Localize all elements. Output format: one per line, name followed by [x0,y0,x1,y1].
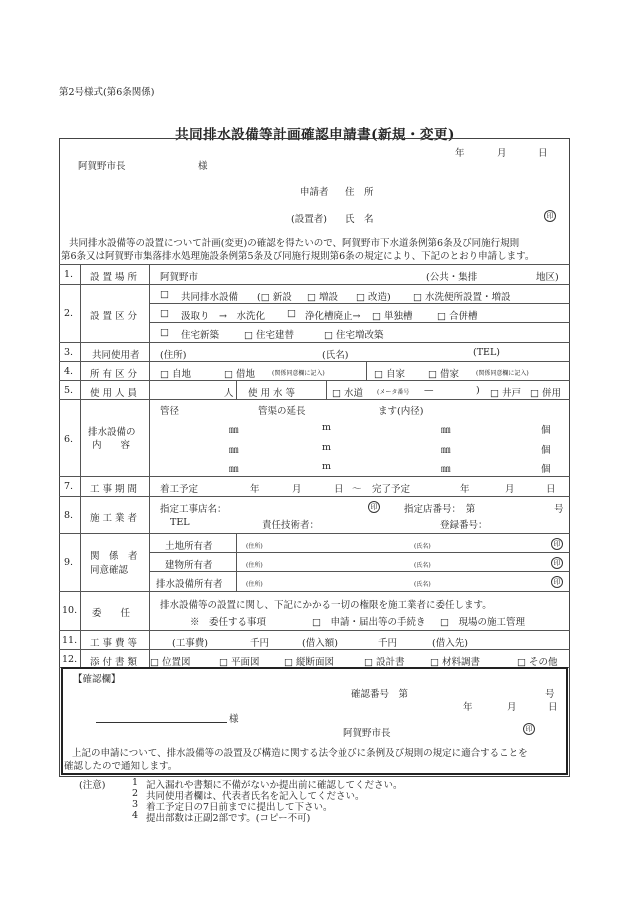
drain-owner-address: (住所) [246,581,263,588]
water-supply: □ 水道 [332,388,363,399]
water-label: 使用水等 [248,388,299,399]
confirmation-number: 確認番号 第 [351,689,409,700]
rent-house: □ 借家 [428,369,459,380]
col-length: 管渠の延長 [258,406,306,417]
own-house: □ 自家 [374,369,405,380]
attach-other: □ その他 [517,657,558,668]
intro-line-2: 第6条又は阿賀野市集落排水処理施設条例第5条及び同施行規則第6条の規定により、下記のとおり申請します。 [61,251,535,262]
lender-label: (借入先) [432,638,468,649]
unit-mm: ㎜ [441,464,451,475]
own-land: □ 自地 [160,369,191,380]
division-line1-c: □ 増設 [307,292,338,303]
division-line2-a: 汲取り → 水洗化 [181,311,265,322]
shop-number: 指定店番号： 第 [404,504,476,515]
row-11-label: 工事費等 [90,638,141,649]
date-year: 年 [455,148,465,159]
period-tilde: 〜 [352,484,362,495]
meter-dash: — [424,385,434,396]
row-11-number: 11. [62,635,78,646]
row-5-label: 使用人員 [90,388,141,399]
building-owner: 建物所有者 [165,560,213,571]
row-5-number: 5. [64,385,74,396]
division-line1-a: 共同排水設備 [181,292,239,303]
row-7-label: 工事期間 [90,484,141,495]
meter-close: ) [476,385,480,396]
form-number: 第2号様式(第6条関係) [59,87,155,98]
confirmation-label: 【確認欄】 [73,674,121,685]
note-2-number: 2 [132,788,139,799]
division-line1-e: □ 水洗便所設置・増設 [413,292,511,303]
date-day: 日 [538,148,548,159]
unit-count: 個 [541,425,551,436]
unit-mm: ㎜ [229,445,239,456]
location-district: 地区) [536,272,559,283]
row-3-label: 共同使用者 [92,350,140,361]
honorific: 様 [198,161,208,172]
division-line2-b: 浄化槽廃止→ [305,311,361,322]
delegation-item-1: □ 申請・届出等の手続き [312,617,426,628]
row-2-label: 設置区分 [90,311,141,322]
row-12-label: 添付書類 [90,657,141,668]
confirm-day: 日 [548,702,558,713]
row-8-number: 8. [64,510,74,521]
well: □ 井戸 [490,388,521,399]
division-line1-b: (□ 新設 [257,292,292,303]
division-line2-d: □ 合併槽 [437,311,478,322]
building-owner-seal: 印 [551,557,563,569]
attach-location-map: □ 位置図 [150,657,191,668]
date-month: 月 [497,148,507,159]
loan-label: (借入額) [302,638,338,649]
row-1-number: 1. [64,269,74,280]
attach-section: □ 縦断面図 [284,657,334,668]
building-owner-address: (住所) [246,562,263,569]
attach-plan: □ 平面図 [219,657,260,668]
row-8-label: 施工業者 [90,513,141,524]
unit-mm: ㎜ [229,464,239,475]
end-day: 日 [546,484,556,495]
location-note: (公共・集排 [426,272,478,283]
rent-house-note: (関係同意欄に記入) [476,370,529,377]
confirm-text-2: 確認したので通知します。 [64,761,178,772]
name-label: 氏 名 [345,214,374,225]
confirm-mayor: 阿賀野市長 [343,728,391,739]
shop-seal: 印 [368,501,380,513]
row-4-number: 4. [64,366,74,377]
start-day: 日 [334,484,344,495]
row-6-number: 6. [64,434,74,445]
row-10-label: 委 任 [92,608,131,619]
col-diameter: 管径 [160,406,180,417]
confirm-text-1: 上記の申請について、排水設備等の設置及び構造に関する法令並びに条例及び規則の規定に適合することを [72,748,528,759]
unit-mm: ㎜ [229,425,239,436]
note-3-text: 着工予定日の7日前までに提出して下さい。 [146,802,333,813]
row-4-label: 所有区分 [90,369,141,380]
cost-unit: 千円 [250,638,270,649]
rent-land: □ 借地 [224,369,255,380]
unit-count: 個 [541,464,551,475]
shop-number-suffix: 号 [554,504,564,515]
row-10-number: 10. [62,605,78,616]
unit-m: m [322,442,332,453]
row-7-number: 7. [64,481,74,492]
land-owner-address: (住所) [246,543,263,550]
co-user-address: (住所) [160,350,187,361]
end-month: 月 [505,484,515,495]
applicant-seal: 印 [544,210,556,222]
persons-unit: 人 [224,388,234,399]
unit-mm: ㎜ [441,445,451,456]
intro-line-1: 共同排水設備等の設置について計画(変更)の確認を得たいので、阿賀野市下水道条例第6条及び同施行規則 [69,238,520,249]
division-line3-c: □ 住宅増改築 [324,330,384,341]
row-2-number: 2. [64,308,74,319]
land-owner-name: (氏名) [414,543,431,550]
note-1-text: 記入漏れや書類に不備がないか提出前に確認してください。 [146,780,403,791]
end-year: 年 [460,484,470,495]
installer-label: (設置者) [291,214,327,225]
shop-tel: TEL [170,517,190,528]
cost-label: (工事費) [172,638,208,649]
meter-number: (メータ番号 [377,389,410,396]
col-inlet: ます(内径) [378,406,424,417]
drain-owner-name: (氏名) [414,581,431,588]
loan-unit: 千円 [378,638,398,649]
division-line1-d: □ 改造) [356,292,391,303]
land-owner: 土地所有者 [165,541,213,552]
confirm-honorific: 様 [229,714,239,725]
co-user-name: (氏名) [322,350,349,361]
delegation-mark: ※ 委任する事項 [190,617,267,628]
applicant-label: 申請者 [300,187,329,198]
note-3-number: 3 [132,799,139,810]
start-label: 着工予定 [160,484,199,495]
unit-m: m [322,422,332,433]
delegation-item-2: □ 現場の施工管理 [440,617,525,628]
unit-count: 個 [541,445,551,456]
row-1-label: 設置場所 [90,272,141,283]
row-3-number: 3. [64,347,74,358]
division-line2-c: □ 単独槽 [372,311,413,322]
confirmation-number-suffix: 号 [545,689,555,700]
delegation-text: 排水設備等の設置に関し、下記にかかる一切の権限を施工業者に委任します。 [160,600,492,611]
addressee: 阿賀野市長 [78,161,126,172]
row-9-label-b: 同意確認 [90,565,129,576]
address-label: 住 所 [345,187,374,198]
notes-label: (注意) [79,780,106,791]
drain-owner: 排水設備所有者 [156,579,223,590]
end-label: 完了予定 [372,484,411,495]
division-line3-b: □ 住宅建替 [244,330,294,341]
co-user-tel: (TEL) [473,347,500,358]
note-4-text: 提出部数は正副2部です。(コピー不可) [146,813,311,824]
division-line3-a: 住宅新築 [181,330,220,341]
attach-design: □ 設計書 [364,657,405,668]
location-city: 阿賀野市 [160,272,199,283]
confirm-year: 年 [463,702,473,713]
rent-land-note: (関係同意欄に記入) [272,370,325,377]
unit-m: m [322,461,332,472]
start-year: 年 [250,484,260,495]
confirm-month: 月 [507,702,517,713]
recipient-underline [96,722,227,723]
row-12-number: 12. [62,654,78,665]
shop-name: 指定工事店名： [160,504,227,515]
row-9-label-a: 関 係 者 [90,551,138,562]
row-6-label-a: 排水設備の [88,427,136,438]
row-6-label-b: 内 容 [92,440,131,451]
unit-mm: ㎜ [441,425,451,436]
combined: □ 併用 [530,388,561,399]
drain-owner-seal: 印 [551,576,563,588]
building-owner-name: (氏名) [414,562,431,569]
land-owner-seal: 印 [551,538,563,550]
note-2-text: 共同使用者欄は、代表者氏名を記入してください。 [146,791,365,802]
registration-number: 登録番号： [440,520,488,531]
chief-engineer: 責任技術者： [262,520,320,531]
page-title: 共同排水設備等計画確認申請書(新規・変更) [175,127,455,143]
note-4-number: 4 [132,810,139,821]
mayor-seal: 印 [523,723,535,735]
attach-materials: □ 材料調書 [430,657,480,668]
start-month: 月 [292,484,302,495]
note-1-number: 1 [132,777,139,788]
row-9-number: 9. [64,557,74,568]
